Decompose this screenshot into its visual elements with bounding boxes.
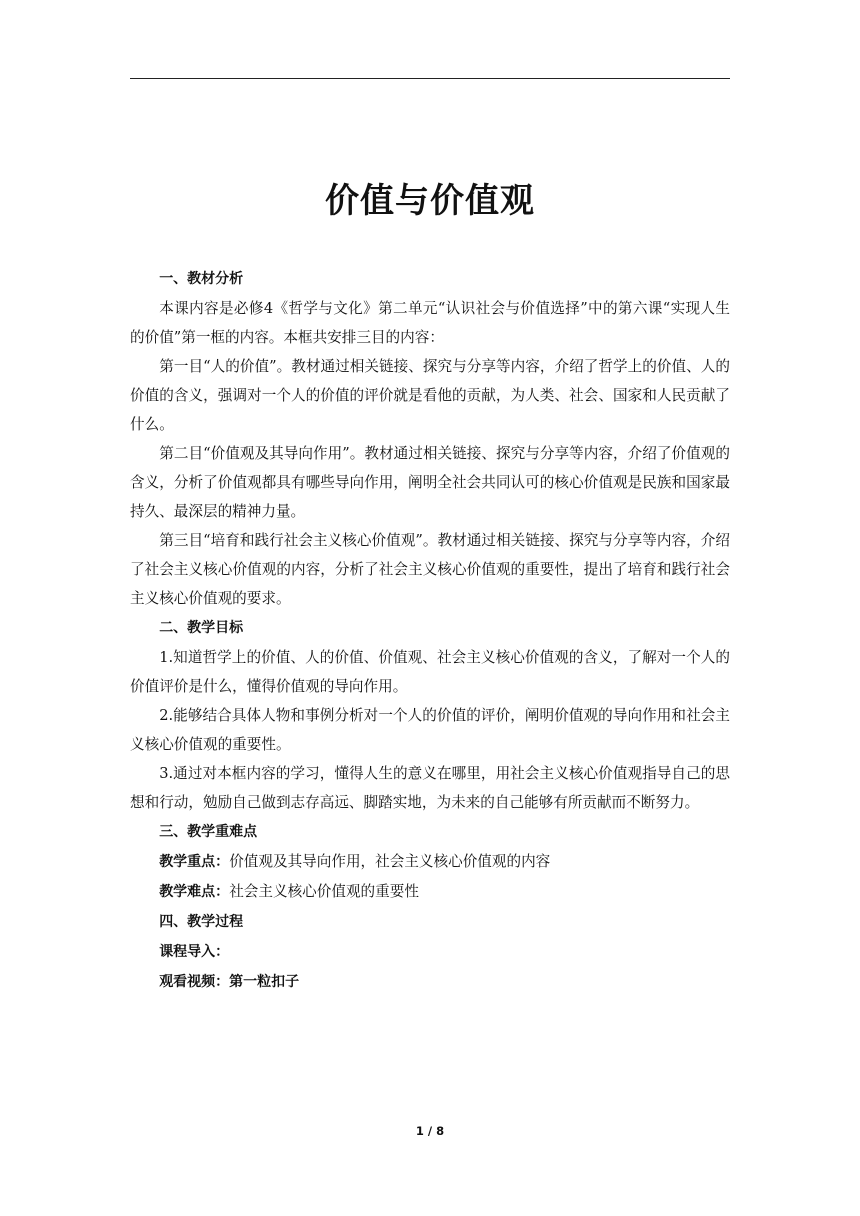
- key-point-line: [130, 847, 730, 877]
- difficulty-text: 社会主义核心价值观的重要性: [229, 883, 419, 900]
- document-body: [130, 264, 730, 997]
- section-heading-teaching-process: 四、教学过程: [159, 914, 244, 930]
- paragraph: 本课内容是必修4《哲学与文化》第二单元“认识社会与价值选择”中的第六课“实现人生的价值”第一框的内容。本框共安排三目的内容：: [130, 300, 730, 346]
- paragraph: 第三目“培育和践行社会主义核心价值观”。教材通过相关链接、探究与分享等内容，介绍了社会主义核心价值观的内容，分析了社会主义核心价值观的重要性，提出了培育和践行社会主义核心价值观的要求。: [130, 532, 730, 607]
- paragraph: 2.能够结合具体人物和事例分析对一个人的价值的评价，阐明价值观的导向作用和社会主义核心价值观的重要性。: [130, 707, 730, 753]
- watch-video-label: 观看视频：第一粒扣子: [159, 974, 300, 990]
- paragraph: 1.知道哲学上的价值、人的价值、价值观、社会主义核心价值观的含义，了解对一个人的价值评价是什么，懂得价值观的导向作用。: [130, 649, 730, 695]
- difficulty-label: 教学难点：: [159, 884, 230, 900]
- paragraph: 3.通过对本框内容的学习，懂得人生的意义在哪里，用社会主义核心价值观指导自己的思想和行动，勉励自己做到志存高远、脚踏实地，为未来的自己能够有所贡献而不断努力。: [130, 765, 730, 811]
- paragraph: 第二目“价值观及其导向作用”。教材通过相关链接、探究与分享等内容，介绍了价值观的含义，分析了价值观都具有哪些导向作用，阐明全社会共同认可的核心价值观是民族和国家最持久、最深层的精神力量。: [130, 445, 730, 520]
- key-point-label: 教学重点：: [159, 854, 230, 870]
- key-point-text: 价值观及其导向作用，社会主义核心价值观的内容: [229, 853, 551, 870]
- paragraph: 第一目“人的价值”。教材通过相关链接、探究与分享等内容，介绍了哲学上的价值、人的价值的含义，强调对一个人的价值的评价就是看他的贡献，为人类、社会、国家和人民贡献了什么。: [130, 358, 730, 433]
- section-heading-textbook-analysis: 一、教材分析: [159, 271, 244, 287]
- document-title: 价值与价值观: [325, 181, 535, 221]
- course-intro-label: 课程导入：: [159, 944, 230, 960]
- section-heading-key-points: 三、教学重难点: [159, 824, 258, 840]
- section-heading-teaching-goals: 二、教学目标: [159, 620, 244, 636]
- header-rule: [130, 78, 730, 79]
- difficulty-line: [130, 877, 730, 907]
- page-number: 1 / 8: [415, 1124, 445, 1138]
